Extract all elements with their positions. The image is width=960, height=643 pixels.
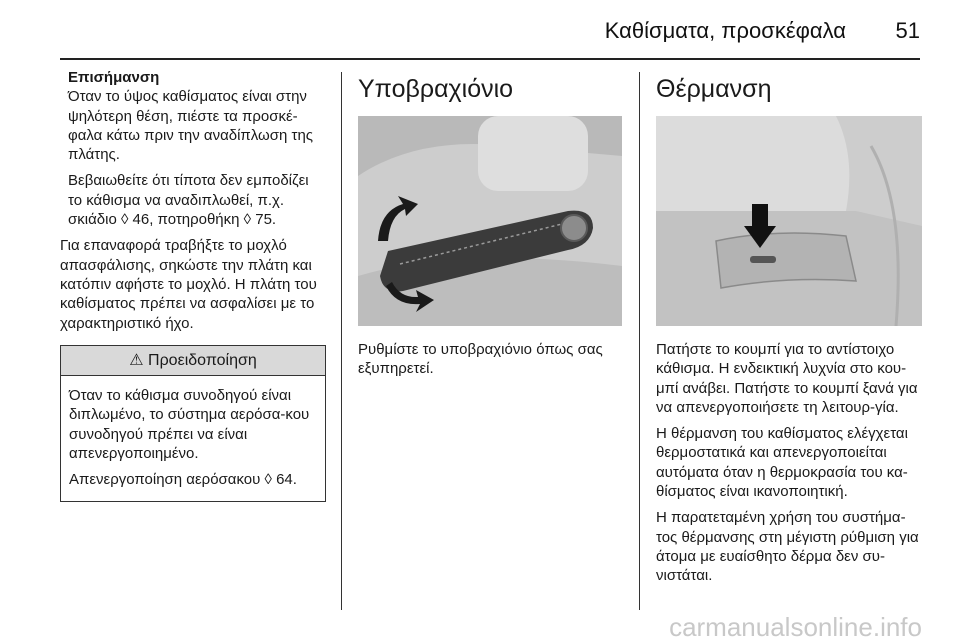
header-title: Καθίσματα, προσκέφαλα [604, 18, 846, 43]
armrest-heading: Υποβραχιόνιο [358, 75, 514, 103]
warning-triangle-icon: ⚠ [129, 351, 144, 369]
note-paragraph-1: Όταν το ύψος καθίσματος είναι στην ψηλότερη θέση, πιέστε τα προσκέ-φαλα κάτω πριν την αναδίπλωση της πλάτης. [68, 88, 314, 164]
note-block [60, 68, 326, 229]
warning-box [60, 345, 326, 502]
warning-paragraph-2: Απενεργοποίηση αερόσακου ◊ 64. [69, 471, 297, 489]
heating-paragraph-3: Η παρατεταμένη χρήση του συστήμα-τος θέρμανσης στη μέγιστη ρύθμιση για άτομα με ευαίσθητο δέρμα δεν συ-νιστάται. [656, 509, 919, 585]
warning-paragraph-1: Όταν το κάθισμα συνοδηγού είναι διπλωμένο, το σύστημα αερόσα-κου συνοδηγού πρέπει να είναι απενεργοποιημένο. [69, 387, 310, 463]
column-right [656, 68, 926, 593]
heating-heading: Θέρμανση [656, 75, 772, 103]
column-divider [341, 72, 342, 610]
note-paragraph-2: Βεβαιωθείτε ότι τίποτα δεν εμποδίζει το κάθισμα να αναδιπλωθεί, π.χ. σκιάδιο ◊ 46, ποτηροθήκη ◊ 75. [68, 172, 309, 229]
column-divider [639, 72, 640, 610]
heating-paragraph-1: Πατήστε το κουμπί για το αντίστοιχο κάθισμα. Η ενδεικτική λυχνία στο κου-μπί ανάβει. Πατήστε το κουμπί ξανά για να απενεργοποιήσετε τη λειτουρ-γία. [656, 341, 918, 416]
armrest-photo [358, 116, 622, 326]
header-rule [60, 58, 920, 60]
warning-body [61, 376, 325, 500]
column-middle [358, 68, 624, 386]
armrest-illustration [358, 116, 622, 326]
page-number: 51 [895, 18, 920, 43]
warning-header [61, 346, 325, 376]
warning-title: Προειδοποίηση [148, 351, 257, 369]
heating-paragraph-2: Η θέρμανση του καθίσματος ελέγχεται θερμοστατικά και απενεργοποιείται αυτόματα όταν η θερμοκρασία του κα-θίσματος είναι ικανοποιητική. [656, 425, 908, 501]
column-left [60, 68, 326, 502]
heating-photo [656, 116, 922, 326]
footer-watermark: carmanualsonline.info [669, 612, 922, 642]
heating-illustration [656, 116, 922, 326]
armrest-paragraph: Ρυθμίστε το υποβραχιόνιο όπως σας εξυπηρετεί. [358, 341, 603, 378]
restore-paragraph: Για επαναφορά τραβήξτε το μοχλό απασφάλισης, σηκώστε την πλάτη και κατόπιν αφήστε το μοχλό. Η πλάτη του καθίσματος πρέπει να ασφαλίσει με το χαρακτηριστικό ήχο. [60, 237, 317, 332]
note-title: Επισήμανση [68, 69, 160, 86]
